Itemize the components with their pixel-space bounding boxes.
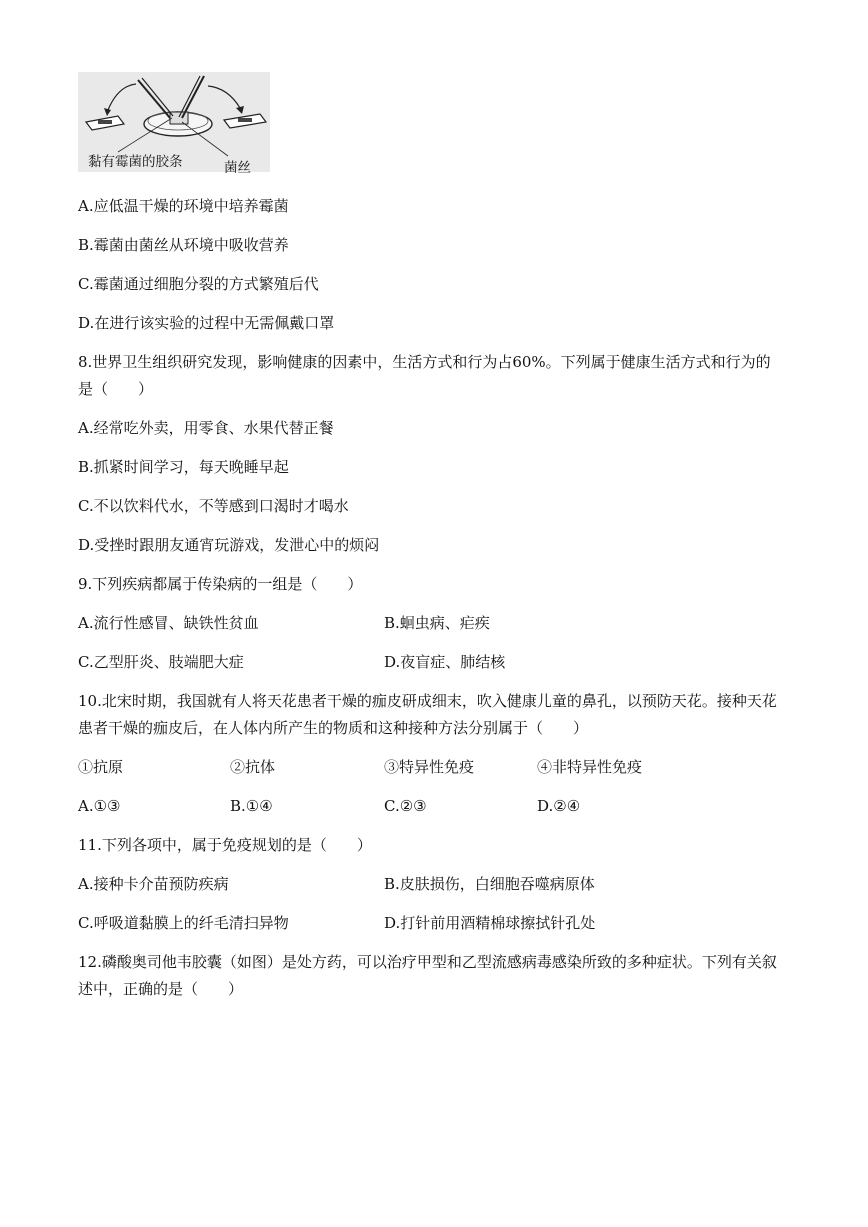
q10-option-c: C.②③	[384, 797, 427, 815]
mold-experiment-figure	[78, 72, 270, 176]
q8-option-b: B.抓紧时间学习，每天晚睡早起	[78, 458, 289, 476]
q9-option-b: B.蛔虫病、疟疾	[384, 614, 490, 632]
q7-option-d: D.在进行该实验的过程中无需佩戴口罩	[78, 314, 335, 332]
q9-option-d: D.夜盲症、肺结核	[384, 653, 506, 671]
q9-option-a: A.流行性感冒、缺铁性贫血	[78, 614, 259, 632]
q10-item-3: ③特异性免疫	[384, 758, 475, 776]
q11-stem: 11.下列各项中，属于免疫规划的是（ ）	[78, 836, 372, 854]
q8-stem-line2: 是（ ）	[78, 380, 154, 398]
q7-option-a: A.应低温干燥的环境中培养霉菌	[78, 197, 289, 215]
q10-stem-line2: 患者干燥的痂皮后，在人体内所产生的物质和这种接种方法分别属于（ ）	[78, 719, 589, 737]
q9-stem: 9.下列疾病都属于传染病的一组是（ ）	[78, 575, 363, 593]
q10-stem-line1: 10.北宋时期，我国就有人将天花患者干燥的痂皮研成细末，吹入健康儿童的鼻孔，以预防天花。接种天花	[78, 692, 777, 710]
q7-option-b: B.霉菌由菌丝从环境中吸收营养	[78, 236, 289, 254]
q12-stem-line2: 述中，正确的是（ ）	[78, 980, 244, 998]
q8-option-c: C.不以饮料代水，不等感到口渴时才喝水	[78, 497, 349, 515]
q10-item-1: ①抗原	[78, 758, 124, 776]
q8-option-d: D.受挫时跟朋友通宵玩游戏，发泄心中的烦闷	[78, 536, 380, 554]
q8-stem-line1: 8.世界卫生组织研究发现，影响健康的因素中，生活方式和行为占60%。下列属于健康生活方式和行为的	[78, 353, 771, 371]
figure-label-hyphae: 菌丝	[224, 160, 251, 176]
q10-option-b: B.①④	[230, 797, 273, 815]
q12-stem-line1: 12.磷酸奥司他韦胶囊（如图）是处方药，可以治疗甲型和乙型流感病毒感染所致的多种症状。下列有关叙	[78, 953, 777, 971]
figure-label-mold-tape: 黏有霉菌的胶条	[88, 154, 183, 170]
q11-option-c: C.呼吸道黏膜上的纤毛清扫异物	[78, 914, 289, 932]
q7-option-c: C.霉菌通过细胞分裂的方式繁殖后代	[78, 275, 319, 293]
q9-option-c: C.乙型肝炎、肢端肥大症	[78, 653, 244, 671]
q11-option-d: D.打针前用酒精棉球擦拭针孔处	[384, 914, 596, 932]
q10-item-4: ④非特异性免疫	[537, 758, 643, 776]
q10-item-2: ②抗体	[230, 758, 276, 776]
q11-option-b: B.皮肤损伤，白细胞吞噬病原体	[384, 875, 595, 893]
q10-option-d: D.②④	[537, 797, 581, 815]
q10-option-a: A.①③	[78, 797, 121, 815]
q8-option-a: A.经常吃外卖，用零食、水果代替正餐	[78, 419, 334, 437]
q11-option-a: A.接种卡介苗预防疾病	[78, 875, 229, 893]
